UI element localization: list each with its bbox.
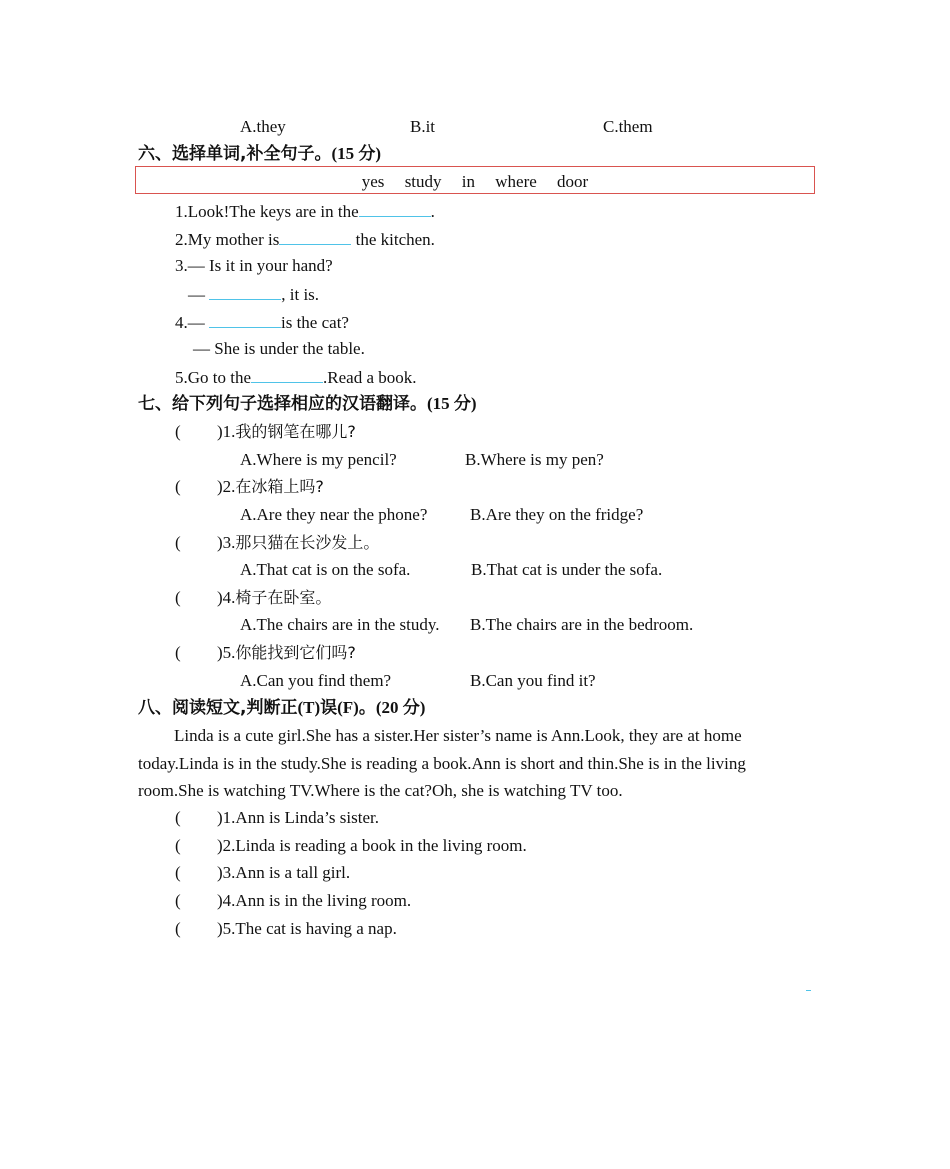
answer-paren[interactable]: ( xyxy=(175,643,181,662)
item-num: )1. xyxy=(217,422,236,441)
section6-title: 六、选择单词,补全句子。 xyxy=(138,144,332,164)
s6-q4b: — She is under the table. xyxy=(193,339,365,358)
s7-item-5-a: A.Can you find them? xyxy=(240,671,392,690)
option-c: C.them xyxy=(603,117,653,136)
option-b: B.it xyxy=(410,117,436,136)
item-num: )4. xyxy=(217,588,236,607)
statement: )4.Ann is in the living room. xyxy=(217,891,412,910)
passage-text: Linda is a cute girl.She has a sister.Her sister’s name is Ann.Look, they are at home today.Linda is in the study.She is reading a book.Ann is short and thin.She is in the living room.She is watching TV.Where is the cat?Oh, she is watching TV too. xyxy=(138,726,746,800)
s7-item-1-a: A.Where is my pencil? xyxy=(240,450,397,469)
chinese-sentence: 我的钢笔在哪儿? xyxy=(235,422,356,441)
answer-blank[interactable] xyxy=(209,283,281,300)
answer-paren[interactable]: ( xyxy=(175,422,181,441)
statement: )5.The cat is having a nap. xyxy=(217,919,397,938)
q-text: .Read a book. xyxy=(323,368,417,387)
q-text: 4.— xyxy=(175,313,209,332)
s7-item-4 xyxy=(175,587,331,609)
answer-blank[interactable] xyxy=(359,200,431,217)
word-bank-item: where xyxy=(495,172,537,191)
s6-q5 xyxy=(175,366,417,389)
answer-paren[interactable]: ( xyxy=(175,863,181,882)
word-bank-item: in xyxy=(461,172,476,191)
s6-q2 xyxy=(175,228,435,251)
chinese-sentence: 在冰箱上吗? xyxy=(235,477,324,496)
s8-item-5 xyxy=(175,918,397,940)
q-text: 1.Look!The keys are in the xyxy=(175,202,359,221)
answer-paren[interactable]: ( xyxy=(175,808,181,827)
section7-heading xyxy=(138,393,477,415)
answer-blank[interactable] xyxy=(251,366,323,383)
answer-paren[interactable]: ( xyxy=(175,588,181,607)
q-text: 2.My mother is xyxy=(175,230,280,249)
answer-paren[interactable]: ( xyxy=(175,533,181,552)
s8-item-1 xyxy=(175,807,379,829)
s8-item-3 xyxy=(175,862,350,884)
section7-score: (15 分) xyxy=(427,394,477,413)
s8-item-2 xyxy=(175,835,527,857)
s7-item-1 xyxy=(175,421,356,443)
word-bank xyxy=(136,172,814,192)
section8-title: 八、阅读短文,判断正 xyxy=(138,698,298,718)
s7-item-2-b: B.Are they on the fridge? xyxy=(470,505,644,524)
answer-paren[interactable]: ( xyxy=(175,919,181,938)
chinese-sentence: 你能找到它们吗? xyxy=(235,643,356,662)
reading-passage xyxy=(138,722,803,805)
chinese-sentence: 那只猫在长沙发上。 xyxy=(235,533,380,552)
q-text: , it is. xyxy=(281,285,320,304)
s7-item-3-a: A.That cat is on the sofa. xyxy=(240,560,411,579)
answer-blank[interactable] xyxy=(279,228,351,245)
s6-q3a: 3.— Is it in your hand? xyxy=(175,256,333,275)
page-mark xyxy=(806,990,811,991)
answer-paren[interactable]: ( xyxy=(175,477,181,496)
s7-item-3 xyxy=(175,532,379,554)
q-text: . xyxy=(430,202,435,221)
q-text: 5.Go to the xyxy=(175,368,252,387)
answer-paren[interactable]: ( xyxy=(175,836,181,855)
item-num: )3. xyxy=(217,533,236,552)
s7-item-4-b: B.The chairs are in the bedroom. xyxy=(470,615,694,634)
s8-item-4 xyxy=(175,890,411,912)
answer-blank[interactable] xyxy=(209,311,281,328)
statement: )2.Linda is reading a book in the living room. xyxy=(217,836,527,855)
s7-item-3-b: B.That cat is under the sofa. xyxy=(471,560,663,579)
chinese-sentence: 椅子在卧室。 xyxy=(235,588,332,607)
q-text: — xyxy=(188,285,210,304)
s7-item-5-b: B.Can you find it? xyxy=(470,671,596,690)
s7-item-2 xyxy=(175,476,324,498)
q-text: the kitchen. xyxy=(351,230,435,249)
s7-item-4-a: A.The chairs are in the study. xyxy=(240,615,440,634)
section7-title: 七、给下列句子选择相应的汉语翻译。 xyxy=(138,394,427,414)
section8-title-end: 。 xyxy=(358,698,376,718)
statement: )3.Ann is a tall girl. xyxy=(217,863,351,882)
word-bank-box xyxy=(135,166,815,194)
s7-item-2-a: A.Are they near the phone? xyxy=(240,505,428,524)
item-num: )5. xyxy=(217,643,236,662)
section6-score: (15 分) xyxy=(331,144,382,163)
s6-q4a xyxy=(175,311,349,334)
s7-item-1-b: B.Where is my pen? xyxy=(465,450,604,469)
q-text: is the cat? xyxy=(281,313,349,332)
section6-heading xyxy=(138,143,381,165)
section8-true-mark: (T) xyxy=(297,698,321,717)
word-bank-item: door xyxy=(557,172,589,191)
section8-heading xyxy=(138,697,425,719)
word-bank-item: study xyxy=(404,172,442,191)
section8-score: (20 分) xyxy=(375,698,426,717)
section8-false-mark: (F) xyxy=(337,698,359,717)
item-num: )2. xyxy=(217,477,236,496)
word-bank-item: yes xyxy=(361,172,385,191)
section8-title-part: 误 xyxy=(320,698,338,718)
s7-item-5 xyxy=(175,642,356,664)
answer-paren[interactable]: ( xyxy=(175,891,181,910)
s6-q1 xyxy=(175,200,435,223)
option-a: A.they xyxy=(240,117,286,136)
statement: )1.Ann is Linda’s sister. xyxy=(217,808,379,827)
s6-q3b xyxy=(188,283,319,306)
